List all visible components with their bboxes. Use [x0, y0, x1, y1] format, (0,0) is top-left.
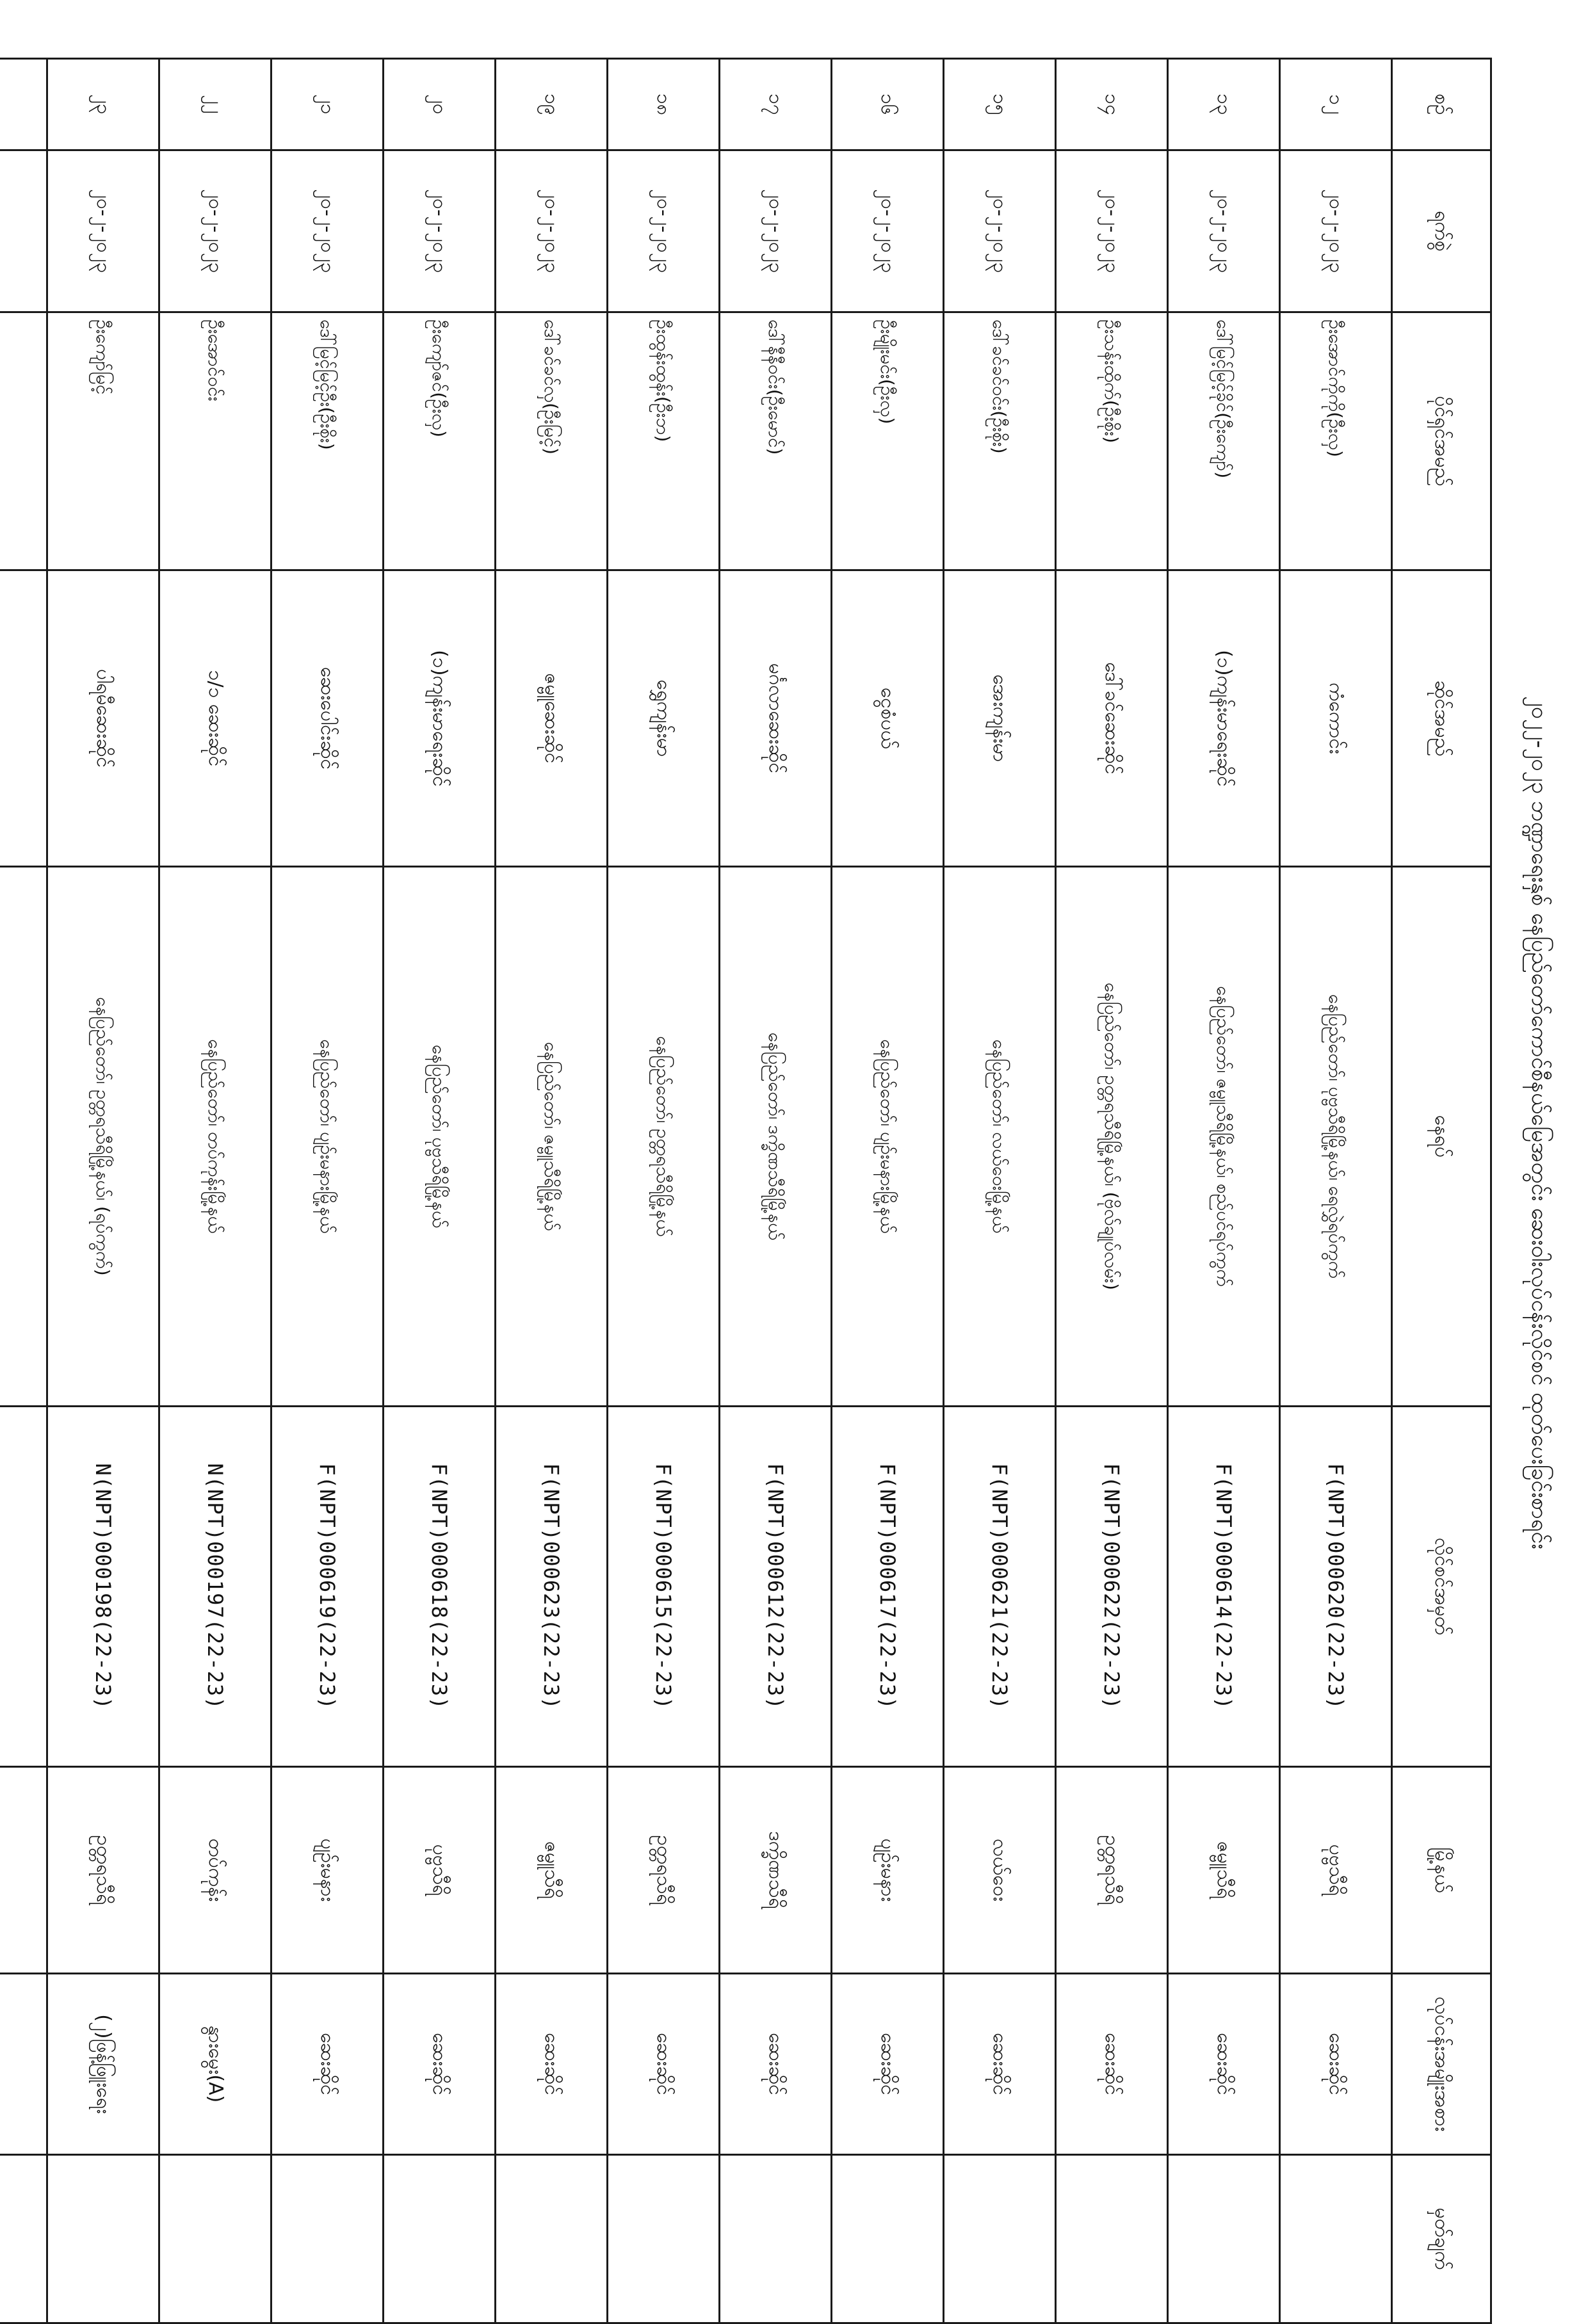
header-remark: မှတ်ချက် — [1392, 2155, 1491, 2323]
cell-address: နေပြည်တော်၊ ဒက္ခိဏသီရိမြို့နယ် — [720, 867, 832, 1407]
cell-shop-name: ဇမ္ဗူဆေးဆိုင် — [496, 570, 608, 867]
cell-owner: ဒေါ်မြင့်မြင့်ဦး(ဦးစိုး) — [271, 312, 384, 570]
cell-empty — [0, 2155, 47, 2323]
cell-remark — [1280, 2155, 1392, 2323]
cell-license: F(NPT)000612(22-23) — [720, 1407, 832, 1767]
cell-shop-name: ရွှေကျန်းမာ — [608, 570, 720, 867]
cell-no: ၁၂ — [1280, 59, 1392, 150]
table-row — [496, 59, 608, 2323]
cell-business-type: ဆေးဆိုင် — [832, 1974, 944, 2155]
cell-date: ၂၀-၂-၂၀၂၃ — [1056, 150, 1168, 312]
cell-address: နေပြည်တော်၊ တပ်ကုန်းမြို့နယ် — [159, 867, 271, 1407]
cell-township: ဇမ္ဗူသီရိ — [496, 1767, 608, 1974]
cell-owner: ဒေါ်နီနီဝင်း(ဦးမောင်) — [720, 312, 832, 570]
table-row — [720, 59, 832, 2323]
cell-empty — [0, 1407, 47, 1767]
cell-owner: ဦးထွန်းထွန်း(ဦးဘ) — [608, 312, 720, 570]
cell-address: နေပြည်တော်၊ ပျဉ်းမနားမြို့နယ် — [271, 867, 384, 1407]
cell-date: ၂၀-၂-၂၀၂၃ — [159, 150, 271, 312]
cell-owner: ဦးမျိုးမင်း(ဦးလှ) — [832, 312, 944, 570]
license-register-table — [0, 58, 1492, 2324]
cell-date: ၂၀-၂-၂၀၂၃ — [384, 150, 496, 312]
cell-township: တပ်ကုန်း — [159, 1767, 271, 1974]
cell-address: နေပြည်တော်၊ လယ်ဝေးမြို့နယ် — [944, 867, 1056, 1407]
cell-license: N(NPT)000198(22-23) — [47, 1407, 159, 1767]
cell-township: ဒက္ခိဏသီရိ — [720, 1767, 832, 1974]
cell-no: ၁၇ — [720, 59, 832, 150]
cell-remark — [496, 2155, 608, 2323]
cell-license: F(NPT)000615(22-23) — [608, 1407, 720, 1767]
cell-owner: ဦးကျော်ဇင်(ဦးလှ) — [384, 312, 496, 570]
cell-remark — [271, 2155, 384, 2323]
cell-empty — [0, 570, 47, 867]
cell-owner: ဒေါ်မြင့်မြင့်ခိုင်(ဦးကျော်) — [1168, 312, 1280, 570]
cell-address: နေပြည်တော်၊ ပုဗ္ဗသီရိမြို့နယ်၊ ရေလွှဲရပ်ကွက် — [1280, 867, 1392, 1407]
cell-remark — [1056, 2155, 1168, 2323]
table-body — [0, 59, 1392, 2323]
cell-shop-name: (၁)ကျန်းမာရေးဆိုင် — [384, 570, 496, 867]
cell-license: F(NPT)000619(22-23) — [271, 1407, 384, 1767]
header-business-type: လုပ်ငန်းအမျိုးအစား — [1392, 1974, 1491, 2155]
cell-no: ၁၅ — [944, 59, 1056, 150]
cell-empty — [0, 867, 47, 1407]
cell-township: ဥတ္တရသီရိ — [47, 1767, 159, 1974]
cell-remark — [384, 2155, 496, 2323]
cell-address: နေပြည်တော်၊ ဇမ္ဗူသီရိမြို့နယ် — [496, 867, 608, 1407]
table-row — [47, 59, 159, 2323]
cell-remark — [944, 2155, 1056, 2323]
cell-township: ပျဉ်းမနား — [271, 1767, 384, 1974]
cell-no: ၁၄ — [1056, 59, 1168, 150]
cell-business-type: (၂)ဖြန့်ဖြူးရေး — [47, 1974, 159, 2155]
cell-shop-name: အေးကျန်းမာ — [944, 570, 1056, 867]
table-header-row — [1392, 59, 1491, 2323]
cell-shop-name: (၁)ကျန်းမာရေးဆိုင် — [1168, 570, 1280, 867]
cell-shop-name: မင်္ဂလာဆေးဆိုင် — [720, 570, 832, 867]
cell-shop-name: ငွေစံပယ် — [832, 570, 944, 867]
cell-township: ဇမ္ဗူသီရိ — [1168, 1767, 1280, 1974]
cell-remark — [832, 2155, 944, 2323]
cell-shop-name: ပါရမီဆေးဆိုင် — [47, 570, 159, 867]
header-address: နေရပ် — [1392, 867, 1491, 1407]
cell-date: ၂၀-၂-၂၀၂၃ — [720, 150, 832, 312]
cell-business-type: ဆေးဆိုင် — [944, 1974, 1056, 2155]
cell-township: ဥတ္တရသီရိ — [608, 1767, 720, 1974]
cell-license: F(NPT)000622(22-23) — [1056, 1407, 1168, 1767]
cell-no: ၁၃ — [1168, 59, 1280, 150]
cell-business-type: ဆေးဆိုင် — [1056, 1974, 1168, 2155]
table-row — [1056, 59, 1168, 2323]
cell-owner: ဦးအောင်ဝင်း — [159, 312, 271, 570]
cell-owner: ဦးကျော်မြင့် — [47, 312, 159, 570]
header-township: မြို့နယ် — [1392, 1767, 1491, 1974]
cell-business-type: ဆေးဆိုင် — [608, 1974, 720, 2155]
cell-license: F(NPT)000617(22-23) — [832, 1407, 944, 1767]
cell-date: ၂၀-၂-၂၀၂၃ — [944, 150, 1056, 312]
cell-empty — [0, 312, 47, 570]
cell-business-type: ဆေးဆိုင် — [1280, 1974, 1392, 2155]
table-row — [384, 59, 496, 2323]
cell-license: F(NPT)000620(22-23) — [1280, 1407, 1392, 1767]
cell-no: ၂၀ — [384, 59, 496, 150]
cell-empty — [0, 1974, 47, 2155]
cell-township: ပုဗ္ဗသီရိ — [1280, 1767, 1392, 1974]
cell-remark — [1168, 2155, 1280, 2323]
cell-date: ၂၀-၂-၂၀၂၃ — [832, 150, 944, 312]
cell-business-type: ဆေးဆိုင် — [271, 1974, 384, 2155]
cell-address: နေပြည်တော်၊ ပုဗ္ဗသီရိမြို့နယ် — [384, 867, 496, 1407]
cell-license: F(NPT)000621(22-23) — [944, 1407, 1056, 1767]
cell-no: ၁၆ — [832, 59, 944, 150]
cell-no: ၂၃ — [47, 59, 159, 150]
cell-shop-name: ဒေါ်ခင်ဆေးဆိုင် — [1056, 570, 1168, 867]
table-row — [1280, 59, 1392, 2323]
cell-township: ပျဉ်းမနား — [832, 1767, 944, 1974]
header-date: ရက်စွဲ — [1392, 150, 1491, 312]
header-no: စဉ် — [1392, 59, 1491, 150]
table-row — [271, 59, 384, 2323]
cell-business-type: ဆေးဆိုင် — [384, 1974, 496, 2155]
cell-no: ၁၉ — [496, 59, 608, 150]
cell-shop-name: ဆေးပေါင်းဆိုင် — [271, 570, 384, 867]
cell-empty — [0, 150, 47, 312]
cell-license: F(NPT)000623(22-23) — [496, 1407, 608, 1767]
table-row — [159, 59, 271, 2323]
cell-remark — [608, 2155, 720, 2323]
cell-remark — [47, 2155, 159, 2323]
cell-shop-name: ကံကောင်း — [1280, 570, 1392, 867]
table-row — [832, 59, 944, 2323]
header-owner: ပိုင်ရှင်အမည် — [1392, 312, 1491, 570]
cell-township: ပုဗ္ဗသီရိ — [384, 1767, 496, 1974]
cell-date: ၂၀-၂-၂၀၂၃ — [496, 150, 608, 312]
table-row-empty — [0, 59, 47, 2323]
cell-license: F(NPT)000614(22-23) — [1168, 1407, 1280, 1767]
cell-date: ၂၀-၂-၂၀၂၃ — [47, 150, 159, 312]
cell-date: ၂၀-၂-၂၀၂၃ — [271, 150, 384, 312]
cell-business-type: ဆေးဆိုင် — [496, 1974, 608, 2155]
cell-address: နေပြည်တော်၊ ဥတ္တရသီရိမြို့နယ်၊ (ဗိုလ်ချုပ်လမ်း) — [1056, 867, 1168, 1407]
cell-business-type: ဆေးဆိုင် — [720, 1974, 832, 2155]
cell-shop-name: ၁/၁ ဆေးဆိုင် — [159, 570, 271, 867]
cell-owner: ဦးအောင်ကိုကို(ဦးလှ) — [1280, 312, 1392, 570]
cell-license: F(NPT)000618(22-23) — [384, 1407, 496, 1767]
cell-remark — [720, 2155, 832, 2323]
cell-township: လယ်ဝေး — [944, 1767, 1056, 1974]
cell-address: နေပြည်တော်၊ ဇမ္ဗူသီရိမြို့နယ်၊ စည်ပင်ရပ်ကွက် — [1168, 867, 1280, 1407]
cell-date: ၂၀-၂-၂၀၂၃ — [608, 150, 720, 312]
cell-no: ၂၁ — [271, 59, 384, 150]
cell-remark — [159, 2155, 271, 2323]
table-row — [608, 59, 720, 2323]
cell-no: ၁၈ — [608, 59, 720, 150]
cell-owner: ဒေါ်ခင်ခင်လှ(ဦးမြင့်) — [496, 312, 608, 570]
cell-township: ဥတ္တရသီရိ — [1056, 1767, 1168, 1974]
cell-business-type: နွားမွေး(A) — [159, 1974, 271, 2155]
cell-empty — [0, 1767, 47, 1974]
cell-owner: ဒေါ်ခင်ခင်ဝင်း(ဦးစိုး) — [944, 312, 1056, 570]
cell-owner: ဦးသန်းထိုက်(ဦးစိုး) — [1056, 312, 1168, 570]
cell-address: နေပြည်တော်၊ ပျဉ်းမနားမြို့နယ် — [832, 867, 944, 1407]
table-row — [1168, 59, 1280, 2323]
header-shop-name: ဆိုင်အမည် — [1392, 570, 1491, 867]
page-title: ၂၀၂၂-၂၀၂၃ ဘဏ္ဍာရေးနှစ် နေပြည်တော်ကောင်စီနယ်မြေအတွင်း ဆေးဝါးလုပ်ငန်းလိုင်စင် ထုတ်ပေးခြင်းစာရင်း — [1527, 696, 1552, 1549]
cell-business-type: ဆေးဆိုင် — [1168, 1974, 1280, 2155]
cell-license: N(NPT)000197(22-23) — [159, 1407, 271, 1767]
cell-no: ၂၂ — [159, 59, 271, 150]
cell-address: နေပြည်တော်၊ ဥတ္တရသီရိမြို့နယ်၊ (ရပ်ကွက်) — [47, 867, 159, 1407]
cell-date: ၂၀-၂-၂၀၂၃ — [1168, 150, 1280, 312]
cell-empty — [0, 59, 47, 150]
cell-address: နေပြည်တော်၊ ဥတ္တရသီရိမြို့နယ် — [608, 867, 720, 1407]
cell-date: ၂၀-၂-၂၀၂၃ — [1280, 150, 1392, 312]
table-row — [944, 59, 1056, 2323]
header-license: လိုင်စင်အမှတ် — [1392, 1407, 1491, 1767]
